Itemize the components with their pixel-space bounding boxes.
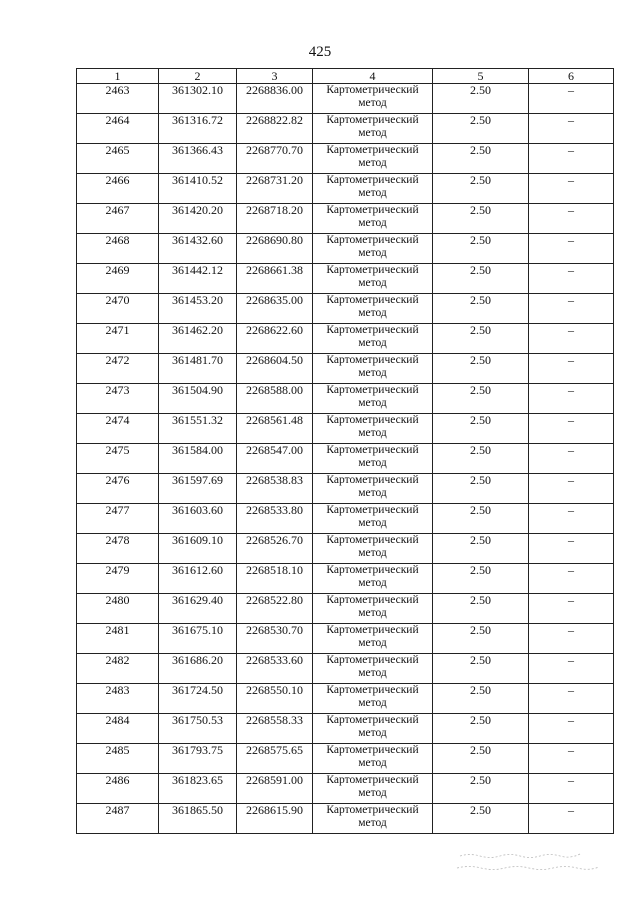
- method-line-1: Картометрический: [326, 384, 419, 396]
- point-number-cell: 2463: [77, 84, 159, 114]
- method-line-1: Картометрический: [326, 654, 419, 666]
- accuracy-cell: 2.50: [433, 654, 529, 684]
- note-cell: –: [529, 324, 614, 354]
- x-coordinate-cell: 361750.53: [159, 714, 237, 744]
- x-coordinate-cell: 361410.52: [159, 174, 237, 204]
- note-cell: –: [529, 654, 614, 684]
- note-cell: –: [529, 564, 614, 594]
- y-coordinate-cell: 2268615.90: [237, 804, 313, 834]
- y-coordinate-cell: 2268731.20: [237, 174, 313, 204]
- accuracy-cell: 2.50: [433, 174, 529, 204]
- accuracy-cell: 2.50: [433, 414, 529, 444]
- column-header-4: 4: [313, 69, 433, 84]
- method-line-1: Картометрический: [326, 474, 419, 486]
- note-cell: –: [529, 474, 614, 504]
- note-cell: –: [529, 144, 614, 174]
- method-cell: [313, 324, 433, 354]
- accuracy-cell: 2.50: [433, 234, 529, 264]
- note-cell: –: [529, 594, 614, 624]
- y-coordinate-cell: 2268522.80: [237, 594, 313, 624]
- accuracy-cell: 2.50: [433, 714, 529, 744]
- y-coordinate-cell: 2268561.48: [237, 414, 313, 444]
- accuracy-cell: 2.50: [433, 354, 529, 384]
- method-line-2: метод: [358, 277, 387, 289]
- note-cell: –: [529, 744, 614, 774]
- y-coordinate-cell: 2268518.10: [237, 564, 313, 594]
- table-row: [77, 744, 614, 774]
- x-coordinate-cell: 361793.75: [159, 744, 237, 774]
- method-line-2: метод: [358, 427, 387, 439]
- x-coordinate-cell: 361420.20: [159, 204, 237, 234]
- point-number-cell: 2475: [77, 444, 159, 474]
- method-line-2: метод: [358, 787, 387, 799]
- note-cell: –: [529, 354, 614, 384]
- y-coordinate-cell: 2268770.70: [237, 144, 313, 174]
- point-number-cell: 2476: [77, 474, 159, 504]
- method-line-2: метод: [358, 607, 387, 619]
- note-cell: –: [529, 114, 614, 144]
- column-header-5: 5: [433, 69, 529, 84]
- method-line-2: метод: [358, 667, 387, 679]
- coordinates-table: [76, 68, 614, 834]
- table-row: [77, 234, 614, 264]
- table-row: [77, 354, 614, 384]
- method-line-1: Картометрический: [326, 684, 419, 696]
- method-line-1: Картометрический: [326, 264, 419, 276]
- x-coordinate-cell: 361316.72: [159, 114, 237, 144]
- note-cell: –: [529, 384, 614, 414]
- y-coordinate-cell: 2268526.70: [237, 534, 313, 564]
- accuracy-cell: 2.50: [433, 804, 529, 834]
- y-coordinate-cell: 2268822.82: [237, 114, 313, 144]
- table-row: [77, 114, 614, 144]
- point-number-cell: 2468: [77, 234, 159, 264]
- method-cell: [313, 84, 433, 114]
- table-row: [77, 714, 614, 744]
- accuracy-cell: 2.50: [433, 84, 529, 114]
- point-number-cell: 2474: [77, 414, 159, 444]
- point-number-cell: 2483: [77, 684, 159, 714]
- x-coordinate-cell: 361584.00: [159, 444, 237, 474]
- method-line-2: метод: [358, 547, 387, 559]
- point-number-cell: 2482: [77, 654, 159, 684]
- method-line-1: Картометрический: [326, 414, 419, 426]
- method-cell: [313, 144, 433, 174]
- table-row: [77, 504, 614, 534]
- point-number-cell: 2485: [77, 744, 159, 774]
- method-line-1: Картометрический: [326, 84, 419, 96]
- method-cell: [313, 564, 433, 594]
- method-line-1: Картометрический: [326, 294, 419, 306]
- table-row: [77, 774, 614, 804]
- method-cell: [313, 744, 433, 774]
- method-line-2: метод: [358, 157, 387, 169]
- method-cell: [313, 534, 433, 564]
- method-line-1: Картометрический: [326, 204, 419, 216]
- method-cell: [313, 264, 433, 294]
- point-number-cell: 2470: [77, 294, 159, 324]
- method-line-2: метод: [358, 697, 387, 709]
- table-row: [77, 264, 614, 294]
- x-coordinate-cell: 361453.20: [159, 294, 237, 324]
- method-cell: [313, 354, 433, 384]
- x-coordinate-cell: 361366.43: [159, 144, 237, 174]
- method-line-2: метод: [358, 247, 387, 259]
- method-line-1: Картометрический: [326, 504, 419, 516]
- method-line-1: Картометрический: [326, 564, 419, 576]
- note-cell: –: [529, 414, 614, 444]
- method-line-2: метод: [358, 487, 387, 499]
- note-cell: –: [529, 504, 614, 534]
- method-cell: [313, 204, 433, 234]
- table-row: [77, 174, 614, 204]
- method-line-1: Картометрический: [326, 234, 419, 246]
- accuracy-cell: 2.50: [433, 144, 529, 174]
- table-row: [77, 144, 614, 174]
- x-coordinate-cell: 361675.10: [159, 624, 237, 654]
- y-coordinate-cell: 2268622.60: [237, 324, 313, 354]
- method-line-2: метод: [358, 457, 387, 469]
- method-line-2: метод: [358, 127, 387, 139]
- table-row: [77, 534, 614, 564]
- point-number-cell: 2473: [77, 384, 159, 414]
- x-coordinate-cell: 361603.60: [159, 504, 237, 534]
- x-coordinate-cell: 361609.10: [159, 534, 237, 564]
- table-row: [77, 474, 614, 504]
- method-line-1: Картометрический: [326, 594, 419, 606]
- y-coordinate-cell: 2268575.65: [237, 744, 313, 774]
- x-coordinate-cell: 361302.10: [159, 84, 237, 114]
- x-coordinate-cell: 361612.60: [159, 564, 237, 594]
- point-number-cell: 2465: [77, 144, 159, 174]
- x-coordinate-cell: 361686.20: [159, 654, 237, 684]
- note-cell: –: [529, 294, 614, 324]
- method-line-1: Картометрический: [326, 534, 419, 546]
- point-number-cell: 2466: [77, 174, 159, 204]
- table-row: [77, 204, 614, 234]
- method-cell: [313, 384, 433, 414]
- y-coordinate-cell: 2268718.20: [237, 204, 313, 234]
- point-number-cell: 2478: [77, 534, 159, 564]
- method-line-2: метод: [358, 517, 387, 529]
- accuracy-cell: 2.50: [433, 684, 529, 714]
- y-coordinate-cell: 2268533.60: [237, 654, 313, 684]
- accuracy-cell: 2.50: [433, 324, 529, 354]
- x-coordinate-cell: 361481.70: [159, 354, 237, 384]
- point-number-cell: 2481: [77, 624, 159, 654]
- y-coordinate-cell: 2268558.33: [237, 714, 313, 744]
- method-cell: [313, 804, 433, 834]
- note-cell: –: [529, 804, 614, 834]
- point-number-cell: 2469: [77, 264, 159, 294]
- column-header-3: 3: [237, 69, 313, 84]
- method-cell: [313, 594, 433, 624]
- accuracy-cell: 2.50: [433, 504, 529, 534]
- method-line-2: метод: [358, 97, 387, 109]
- table-row: [77, 294, 614, 324]
- point-number-cell: 2487: [77, 804, 159, 834]
- method-line-1: Картометрический: [326, 354, 419, 366]
- method-cell: [313, 654, 433, 684]
- note-cell: –: [529, 774, 614, 804]
- y-coordinate-cell: 2268604.50: [237, 354, 313, 384]
- x-coordinate-cell: 361629.40: [159, 594, 237, 624]
- y-coordinate-cell: 2268661.38: [237, 264, 313, 294]
- accuracy-cell: 2.50: [433, 564, 529, 594]
- accuracy-cell: 2.50: [433, 294, 529, 324]
- accuracy-cell: 2.50: [433, 594, 529, 624]
- method-line-1: Картометрический: [326, 624, 419, 636]
- page-number: 425: [308, 44, 332, 60]
- accuracy-cell: 2.50: [433, 114, 529, 144]
- note-cell: –: [529, 204, 614, 234]
- y-coordinate-cell: 2268836.00: [237, 84, 313, 114]
- y-coordinate-cell: 2268690.80: [237, 234, 313, 264]
- method-cell: [313, 774, 433, 804]
- y-coordinate-cell: 2268591.00: [237, 774, 313, 804]
- table-row: [77, 564, 614, 594]
- table-row: [77, 684, 614, 714]
- note-cell: –: [529, 714, 614, 744]
- method-line-1: Картометрический: [326, 444, 419, 456]
- method-line-2: метод: [358, 727, 387, 739]
- accuracy-cell: 2.50: [433, 624, 529, 654]
- table-row: [77, 324, 614, 354]
- table-row: [77, 654, 614, 684]
- accuracy-cell: 2.50: [433, 204, 529, 234]
- faint-handwriting-mark: [455, 842, 605, 882]
- method-line-1: Картометрический: [326, 774, 419, 786]
- table-header-row: [77, 69, 614, 84]
- method-line-2: метод: [358, 817, 387, 829]
- x-coordinate-cell: 361462.20: [159, 324, 237, 354]
- table-row: [77, 444, 614, 474]
- table-row: [77, 594, 614, 624]
- point-number-cell: 2484: [77, 714, 159, 744]
- point-number-cell: 2472: [77, 354, 159, 384]
- method-line-1: Картометрический: [326, 114, 419, 126]
- method-line-2: метод: [358, 397, 387, 409]
- point-number-cell: 2471: [77, 324, 159, 354]
- y-coordinate-cell: 2268588.00: [237, 384, 313, 414]
- method-cell: [313, 444, 433, 474]
- method-line-2: метод: [358, 307, 387, 319]
- method-line-2: метод: [358, 187, 387, 199]
- method-cell: [313, 114, 433, 144]
- note-cell: –: [529, 444, 614, 474]
- x-coordinate-cell: 361823.65: [159, 774, 237, 804]
- note-cell: –: [529, 624, 614, 654]
- y-coordinate-cell: 2268530.70: [237, 624, 313, 654]
- method-line-2: метод: [358, 217, 387, 229]
- x-coordinate-cell: 361442.12: [159, 264, 237, 294]
- method-cell: [313, 414, 433, 444]
- method-cell: [313, 174, 433, 204]
- y-coordinate-cell: 2268533.80: [237, 504, 313, 534]
- x-coordinate-cell: 361597.69: [159, 474, 237, 504]
- note-cell: –: [529, 234, 614, 264]
- table-row: [77, 624, 614, 654]
- method-line-2: метод: [358, 637, 387, 649]
- note-cell: –: [529, 264, 614, 294]
- accuracy-cell: 2.50: [433, 744, 529, 774]
- method-line-2: метод: [358, 337, 387, 349]
- y-coordinate-cell: 2268538.83: [237, 474, 313, 504]
- table-row: [77, 804, 614, 834]
- note-cell: –: [529, 84, 614, 114]
- point-number-cell: 2477: [77, 504, 159, 534]
- method-line-2: метод: [358, 367, 387, 379]
- method-cell: [313, 234, 433, 264]
- point-number-cell: 2479: [77, 564, 159, 594]
- x-coordinate-cell: 361432.60: [159, 234, 237, 264]
- method-line-1: Картометрический: [326, 324, 419, 336]
- note-cell: –: [529, 174, 614, 204]
- method-cell: [313, 294, 433, 324]
- method-cell: [313, 684, 433, 714]
- method-cell: [313, 624, 433, 654]
- method-line-1: Картометрический: [326, 804, 419, 816]
- accuracy-cell: 2.50: [433, 534, 529, 564]
- method-cell: [313, 504, 433, 534]
- x-coordinate-cell: 361865.50: [159, 804, 237, 834]
- y-coordinate-cell: 2268547.00: [237, 444, 313, 474]
- table-row: [77, 384, 614, 414]
- method-line-1: Картометрический: [326, 714, 419, 726]
- note-cell: –: [529, 684, 614, 714]
- point-number-cell: 2464: [77, 114, 159, 144]
- table-row: [77, 84, 614, 114]
- point-number-cell: 2486: [77, 774, 159, 804]
- note-cell: –: [529, 534, 614, 564]
- method-line-1: Картометрический: [326, 744, 419, 756]
- x-coordinate-cell: 361551.32: [159, 414, 237, 444]
- point-number-cell: 2480: [77, 594, 159, 624]
- method-line-1: Картометрический: [326, 144, 419, 156]
- method-line-2: метод: [358, 757, 387, 769]
- x-coordinate-cell: 361504.90: [159, 384, 237, 414]
- method-cell: [313, 714, 433, 744]
- method-line-2: метод: [358, 577, 387, 589]
- accuracy-cell: 2.50: [433, 264, 529, 294]
- column-header-6: 6: [529, 69, 614, 84]
- y-coordinate-cell: 2268635.00: [237, 294, 313, 324]
- method-line-1: Картометрический: [326, 174, 419, 186]
- accuracy-cell: 2.50: [433, 444, 529, 474]
- accuracy-cell: 2.50: [433, 474, 529, 504]
- accuracy-cell: 2.50: [433, 384, 529, 414]
- method-cell: [313, 474, 433, 504]
- column-header-2: 2: [159, 69, 237, 84]
- y-coordinate-cell: 2268550.10: [237, 684, 313, 714]
- column-header-1: 1: [77, 69, 159, 84]
- point-number-cell: 2467: [77, 204, 159, 234]
- accuracy-cell: 2.50: [433, 774, 529, 804]
- x-coordinate-cell: 361724.50: [159, 684, 237, 714]
- table-row: [77, 414, 614, 444]
